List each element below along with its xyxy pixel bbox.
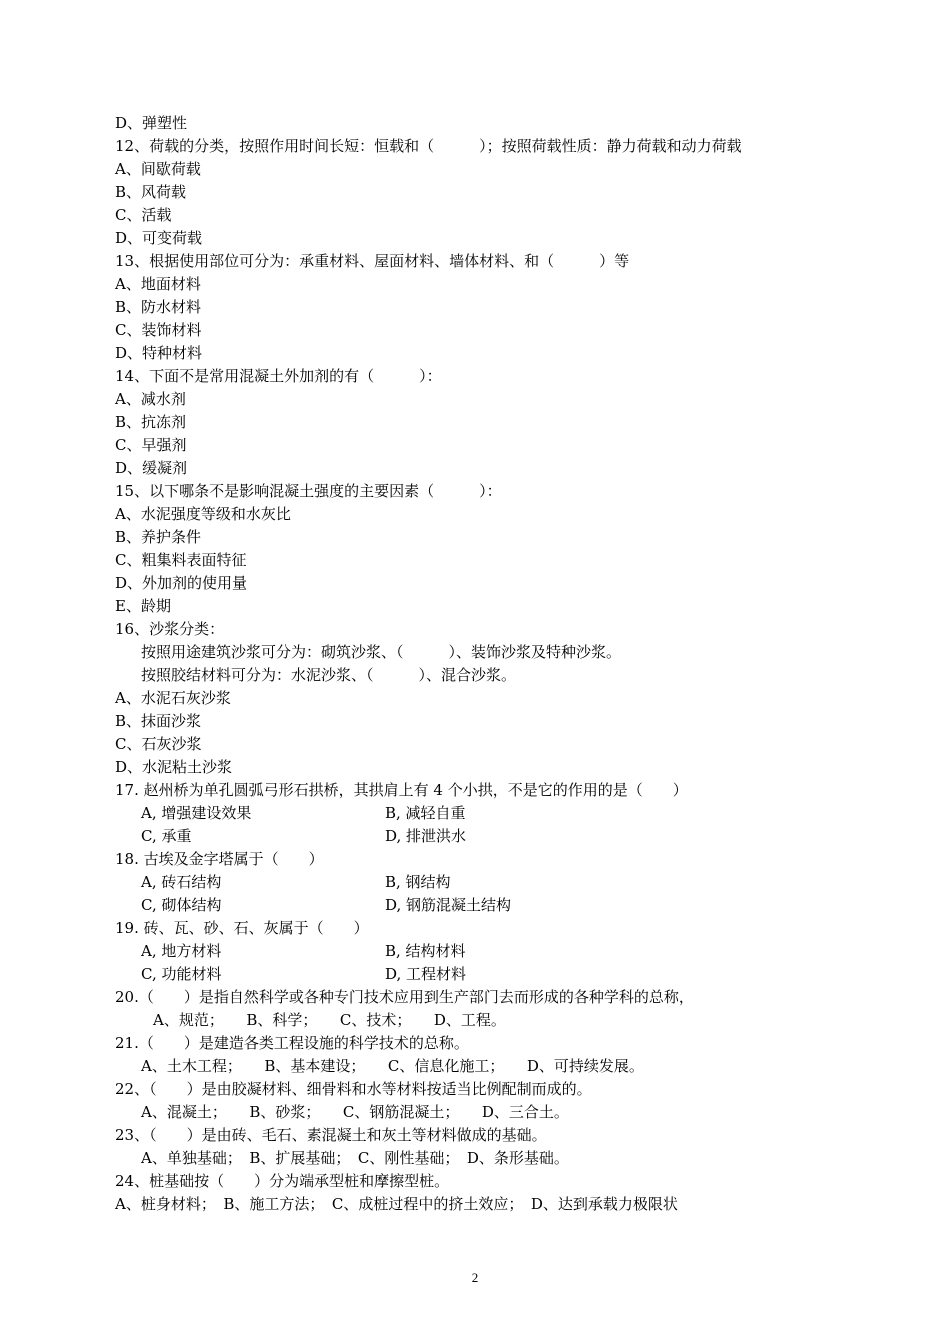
question-20: 20.（ ）是指自然科学或各种专门技术应用到生产部门去而形成的各种学科的总称， bbox=[115, 988, 694, 1006]
question-13: 13、根据使用部位可分为：承重材料、屋面材料、墙体材料、和（ ）等 bbox=[115, 252, 630, 270]
option-line: B、养护条件 bbox=[115, 528, 202, 546]
question-16: 16、沙浆分类： bbox=[115, 620, 225, 638]
question-14: 14、下面不是常用混凝土外加剂的有（ ）： bbox=[115, 367, 442, 385]
question-16-sub: 按照用途建筑沙浆可分为：砌筑沙浆、（ ）、装饰沙浆及特种沙浆。 bbox=[141, 643, 622, 661]
option: C, 砌体结构 bbox=[141, 896, 222, 914]
option: D, 排泄洪水 bbox=[385, 827, 467, 845]
question-15: 15、以下哪条不是影响混凝土强度的主要因素（ ）： bbox=[115, 482, 502, 500]
option-line: A、水泥石灰沙浆 bbox=[115, 689, 231, 707]
option-line: C、装饰材料 bbox=[115, 321, 202, 339]
option-line: A、减水剂 bbox=[115, 390, 186, 408]
option: A, 砖石结构 bbox=[141, 873, 222, 891]
option-line: E、龄期 bbox=[115, 597, 171, 615]
option-line: C、石灰沙浆 bbox=[115, 735, 202, 753]
option-line: D、弹塑性 bbox=[115, 114, 188, 132]
option-line: B、抗冻剂 bbox=[115, 413, 187, 431]
question-12: 12、荷载的分类，按照作用时间长短：恒载和（ ）；按照荷载性质：静力荷载和动力荷载 bbox=[115, 137, 742, 155]
option-line: D、外加剂的使用量 bbox=[115, 574, 248, 592]
option: B, 减轻自重 bbox=[385, 804, 466, 822]
option-line: A、地面材料 bbox=[115, 275, 201, 293]
option-line: C、活载 bbox=[115, 206, 172, 224]
option: C, 功能材料 bbox=[141, 965, 222, 983]
option-line: D、特种材料 bbox=[115, 344, 203, 362]
option-row bbox=[115, 894, 835, 917]
option-line: D、可变荷载 bbox=[115, 229, 203, 247]
option-line: B、抹面沙浆 bbox=[115, 712, 202, 730]
question-23: 23、（ ）是由砖、毛石、素混凝土和灰土等材料做成的基础。 bbox=[115, 1126, 547, 1144]
option: B, 钢结构 bbox=[385, 873, 451, 891]
option-line: A、规范； B、科学； C、技术； D、工程。 bbox=[153, 1011, 506, 1029]
option-line: C、早强剂 bbox=[115, 436, 187, 454]
question-17: 17. 赵州桥为单孔圆弧弓形石拱桥，其拱肩上有 4 个小拱，不是它的作用的是（ ） bbox=[115, 781, 688, 799]
option-line: D、水泥粘土沙浆 bbox=[115, 758, 233, 776]
question-24: 24、桩基础按（ ）分为端承型桩和摩擦型桩。 bbox=[115, 1172, 450, 1190]
option: A, 地方材料 bbox=[141, 942, 222, 960]
option-line: A、间歇荷载 bbox=[115, 160, 201, 178]
option: D, 工程材料 bbox=[385, 965, 467, 983]
option-row bbox=[115, 940, 835, 963]
option: A, 增强建设效果 bbox=[141, 804, 252, 822]
option-line: A、单独基础； B、扩展基础； C、刚性基础； D、条形基础。 bbox=[141, 1149, 569, 1167]
page-number: 2 bbox=[471, 1270, 479, 1285]
option-row bbox=[115, 825, 835, 848]
question-list bbox=[115, 112, 835, 1216]
option-line: B、防水材料 bbox=[115, 298, 202, 316]
option-row bbox=[115, 802, 835, 825]
option-line: A、桩身材料； B、施工方法； C、成桩过程中的挤土效应； D、达到承载力极限状 bbox=[115, 1195, 678, 1213]
question-21: 21.（ ）是建造各类工程设施的科学技术的总称。 bbox=[115, 1034, 469, 1052]
option-line: A、土木工程； B、基本建设； C、信息化施工； D、可持续发展。 bbox=[141, 1057, 644, 1075]
question-16-sub: 按照胶结材料可分为：水泥沙浆、（ ）、混合沙浆。 bbox=[141, 666, 517, 684]
question-22: 22、（ ）是由胶凝材料、细骨料和水等材料按适当比例配制而成的。 bbox=[115, 1080, 592, 1098]
option-line: A、混凝土； B、砂浆； C、钢筋混凝土； D、三合土。 bbox=[141, 1103, 569, 1121]
option-line: C、粗集料表面特征 bbox=[115, 551, 247, 569]
option-line: A、水泥强度等级和水灰比 bbox=[115, 505, 291, 523]
question-19: 19. 砖、瓦、砂、石、灰属于（ ） bbox=[115, 919, 369, 937]
option-row bbox=[115, 871, 835, 894]
option-row bbox=[115, 963, 835, 986]
option-line: D、缓凝剂 bbox=[115, 459, 188, 477]
option: B, 结构材料 bbox=[385, 942, 466, 960]
option: C, 承重 bbox=[141, 827, 192, 845]
option: D, 钢筋混凝土结构 bbox=[385, 896, 512, 914]
option-line: B、风荷载 bbox=[115, 183, 187, 201]
question-18: 18. 古埃及金字塔属于（ ） bbox=[115, 850, 324, 868]
